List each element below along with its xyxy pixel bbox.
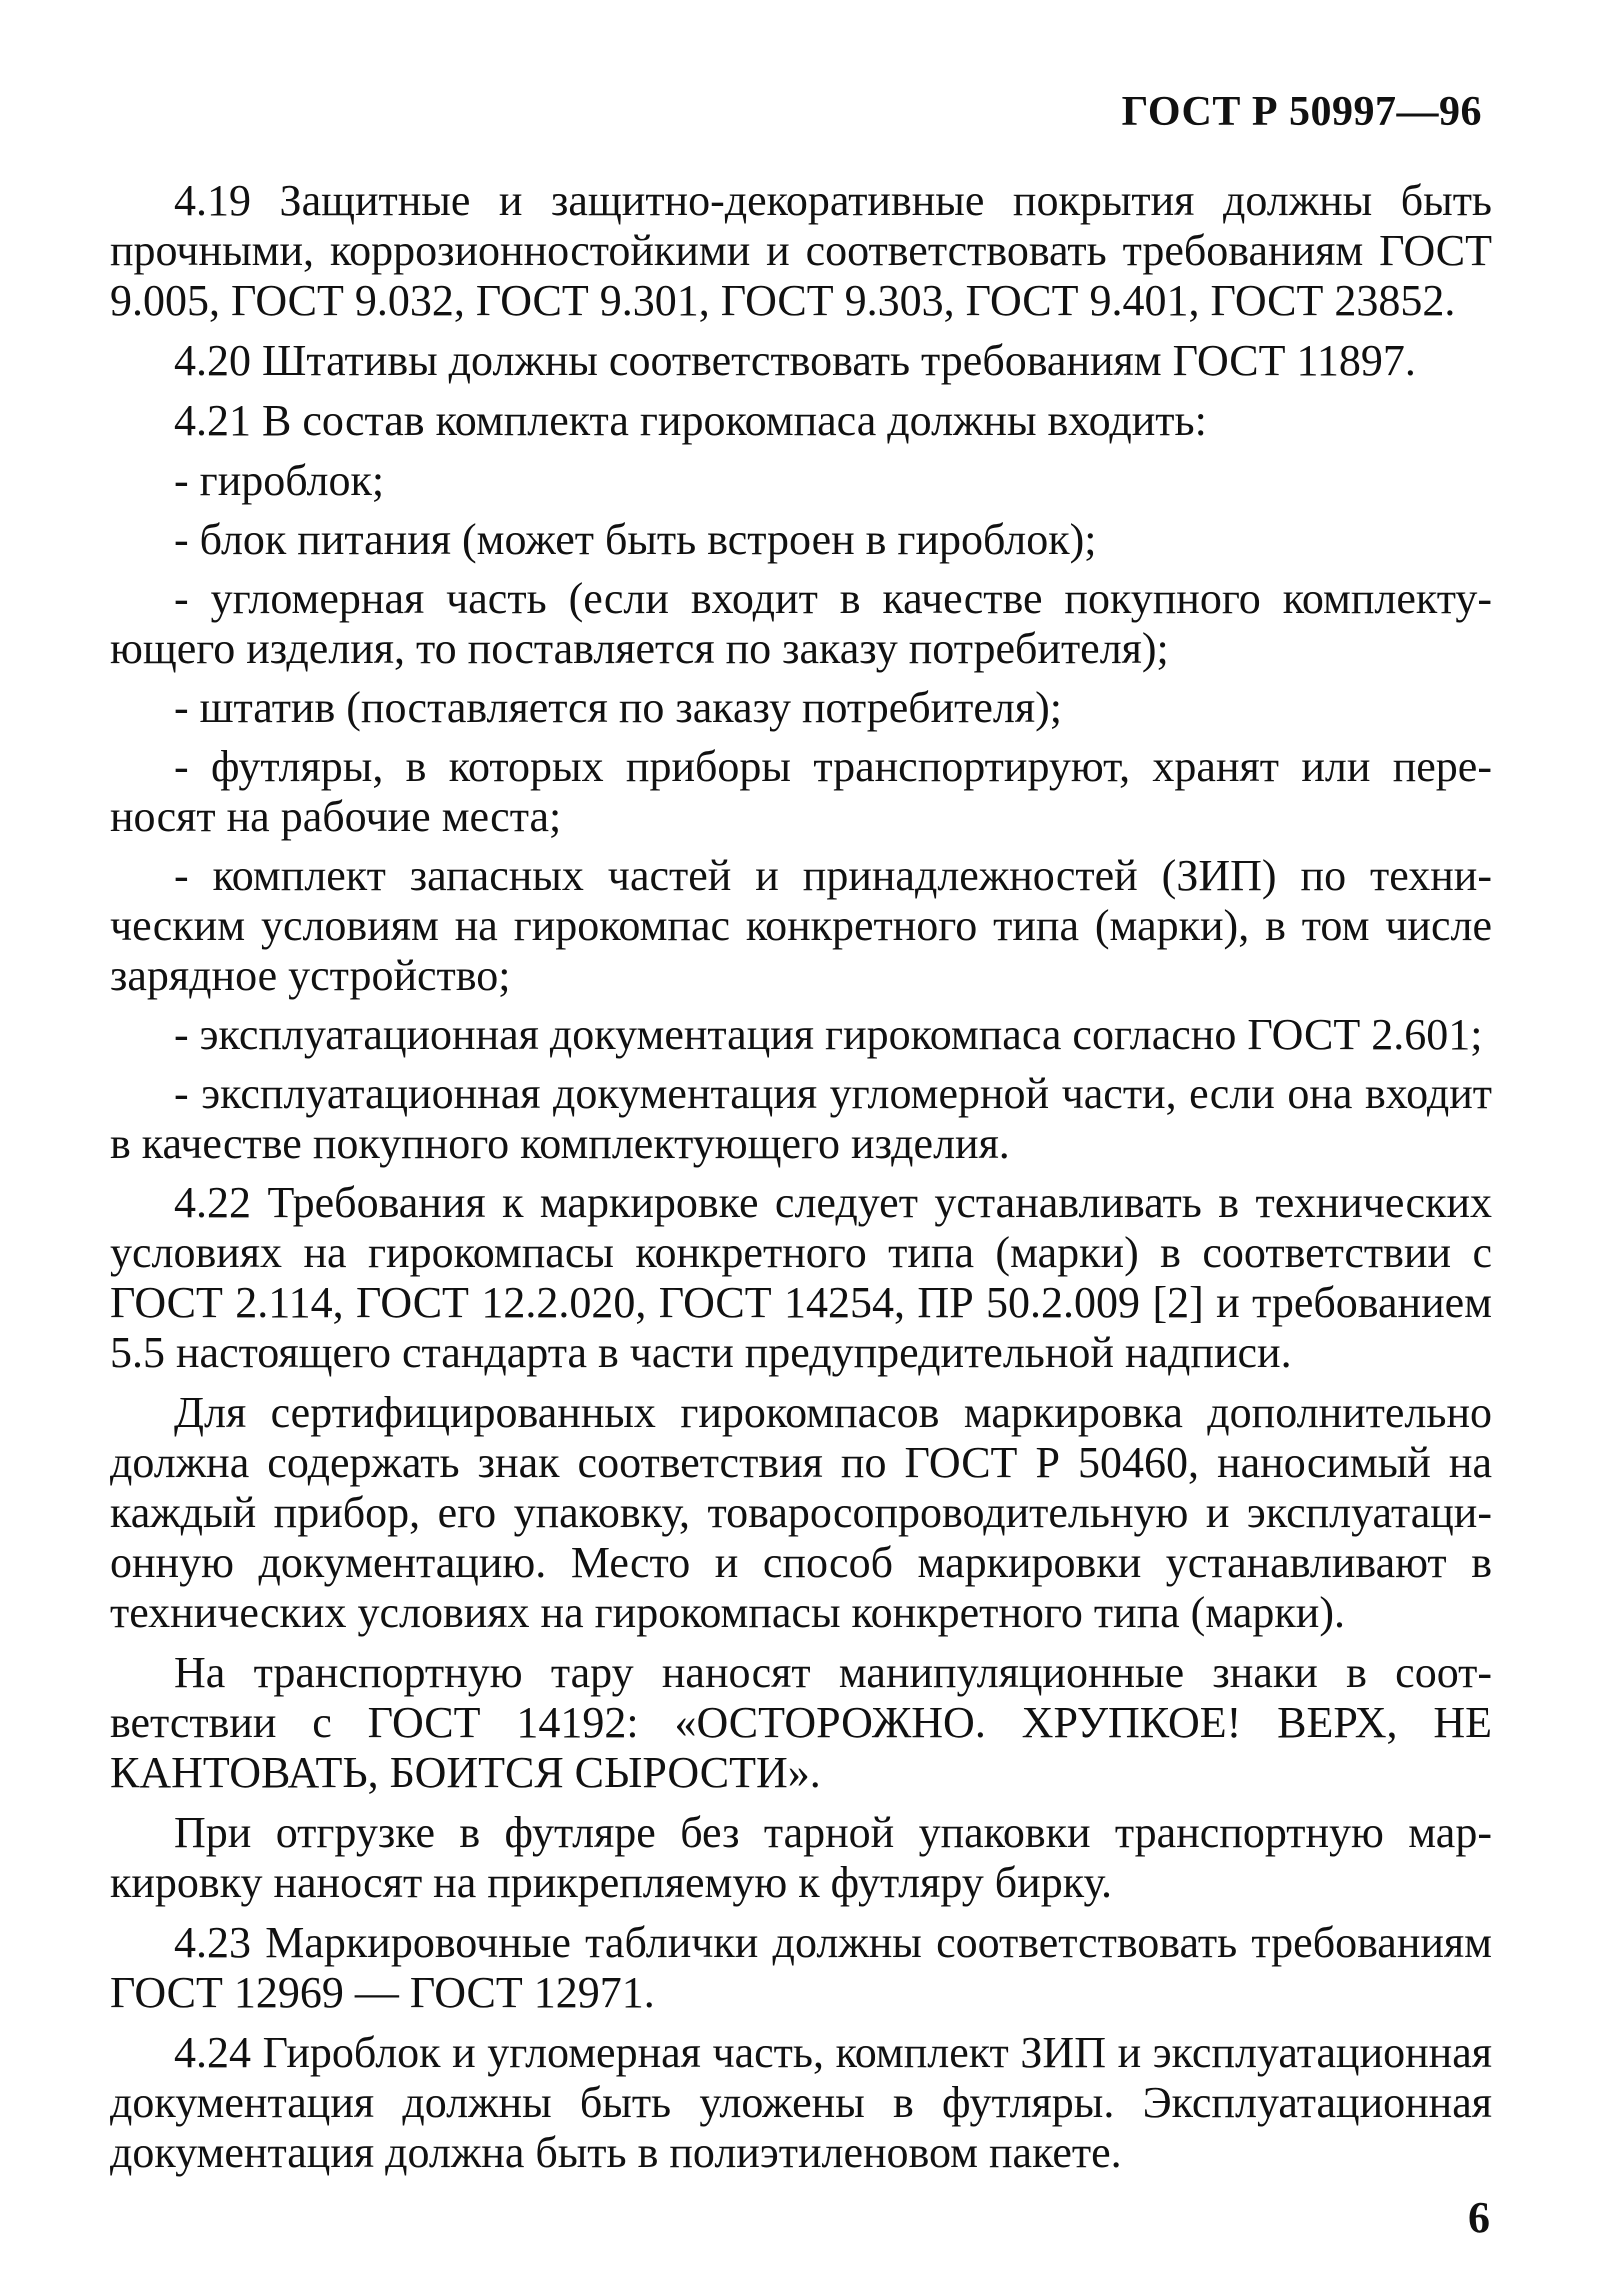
list-item-spare-parts-kit: - комплект запасных частей и принадлежностей (ЗИП) по техническим условиям на гирокомпас конкретного типа (марки), в том числе зарядное устройство; <box>110 851 1492 1000</box>
document-header: ГОСТ Р 50997—96 <box>1121 89 1482 135</box>
list-item-cases: - футляры, в которых приборы транспортируют, хранят или переносят на рабочие места; <box>110 742 1492 841</box>
list-item-tripod: - штатив (поставляется по заказу потребителя); <box>174 683 1062 732</box>
list-item-goniometer-part: - угломерная часть (если входит в качестве покупного комплектующего изделия, то поставляется по заказу потребителя); <box>110 574 1492 673</box>
page-number: 6 <box>1468 2193 1490 2242</box>
paragraph-4-24: 4.24 Гироблок и угломерная часть, комплект ЗИП и эксплуатационная документация должны быть уложены в футляры. Эксплуатационная документация должна быть в полиэтиленовом пакете. <box>110 2028 1492 2177</box>
paragraph-shipping-in-case: При отгрузке в футляре без тарной упаковки транспортную маркировку наносят на прикрепляемую к футляру бирку. <box>110 1808 1492 1907</box>
paragraph-transport-marking: На транспортную тару наносят манипуляционные знаки в соответствии с ГОСТ 14192: «ОСТОРОЖНО. ХРУПКОЕ! ВЕРХ, НЕ КАНТОВАТЬ, БОИТСЯ СЫРОСТИ». <box>110 1648 1492 1797</box>
paragraph-4-19: 4.19 Защитные и защитно-декоративные покрытия должны быть прочными, коррозионностойкими и соответствовать требованиям ГОСТ 9.005, ГОСТ 9.032, ГОСТ 9.301, ГОСТ 9.303, ГОСТ 9.401, ГОСТ 23852. <box>110 176 1492 325</box>
list-item-gyro-unit: - гироблок; <box>174 456 385 505</box>
paragraph-4-21: 4.21 В состав комплекта гирокомпаса должны входить: <box>174 396 1207 445</box>
list-item-power-unit: - блок питания (может быть встроен в гироблок); <box>174 515 1097 564</box>
document-body <box>110 176 1492 2188</box>
paragraph-4-20: 4.20 Штативы должны соответствовать требованиям ГОСТ 11897. <box>174 336 1416 385</box>
list-item-operational-docs-gyrocompass: - эксплуатационная документация гирокомпаса согласно ГОСТ 2.601; <box>174 1010 1483 1059</box>
paragraph-certification-marking: Для сертифицированных гирокомпасов маркировка дополнительно должна содержать знак соответствия по ГОСТ Р 50460, наносимый на каждый прибор, его упаковку, товаросопроводительную и эксплуатационную документацию. Место и способ маркировки устанавливают в технических условиях на гирокомпасы конкретного типа (марки). <box>110 1388 1492 1637</box>
paragraph-4-23: 4.23 Маркировочные таблички должны соответствовать требованиям ГОСТ 12969 — ГОСТ 12971. <box>110 1918 1492 2017</box>
list-item-operational-docs-goniometer: - эксплуатационная документация угломерной части, если она входит в качестве покупного комплектующего изделия. <box>110 1069 1492 1168</box>
paragraph-4-22: 4.22 Требования к маркировке следует устанавливать в технических условиях на гирокомпасы конкретного типа (марки) в соответствии с ГОСТ 2.114, ГОСТ 12.2.020, ГОСТ 14254, ПР 50.2.009 [2] и требованием 5.5 настоящего стандарта в части предупредительной надписи. <box>110 1178 1492 1377</box>
